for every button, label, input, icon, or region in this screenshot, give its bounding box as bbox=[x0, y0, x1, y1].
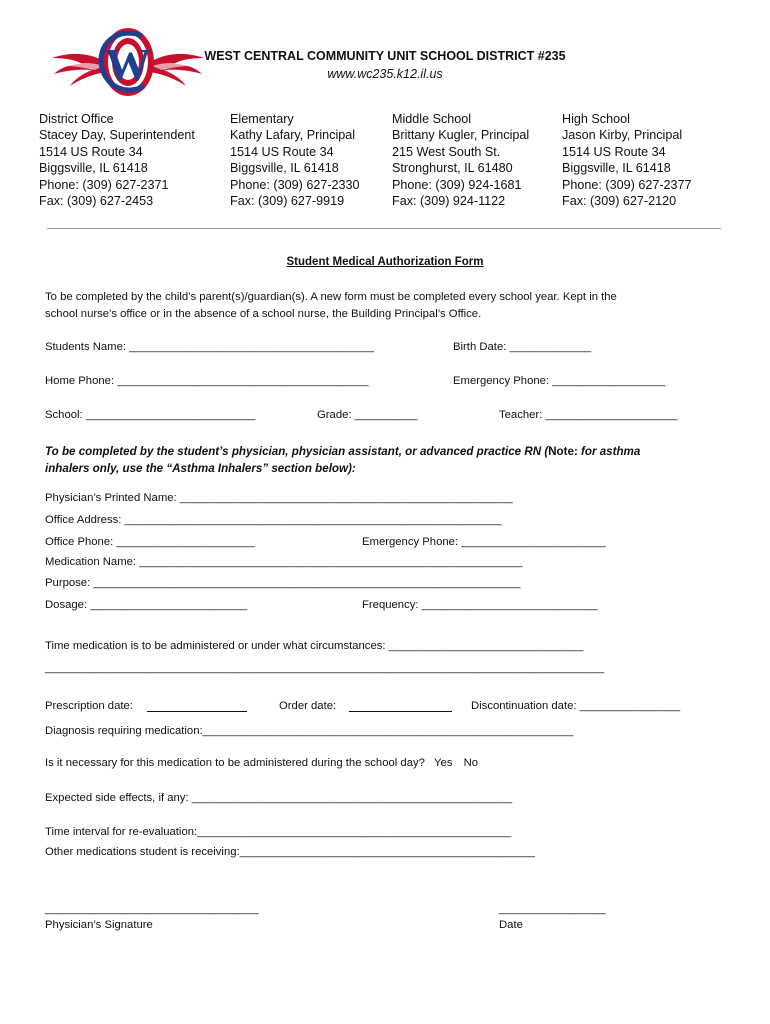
office-phone: Phone: (309) 924-1681 bbox=[392, 177, 522, 192]
diagnosis-field[interactable]: Diagnosis requiring medication:___________________________________________________________ bbox=[45, 725, 574, 737]
medication-name-field[interactable]: Medication Name: _____________________________________________________________ bbox=[45, 556, 523, 568]
office-fax: Fax: (309) 627-2120 bbox=[562, 194, 677, 209]
time-administered-continuation[interactable]: _________________________________________________________________________________________ bbox=[45, 662, 605, 674]
dosage-field[interactable]: Dosage: _________________________ bbox=[45, 599, 248, 611]
office-street: 1514 US Route 34 bbox=[230, 144, 334, 159]
office-column-high-school bbox=[562, 111, 692, 209]
date-line[interactable]: _________________ bbox=[499, 903, 606, 915]
physician-name-field[interactable]: Physician’s Printed Name: _____________________________________________________ bbox=[45, 492, 513, 504]
office-fax: Fax: (309) 627-2453 bbox=[39, 194, 154, 209]
district-title: WEST CENTRAL COMMUNITY UNIT SCHOOL DISTRICT #235 bbox=[204, 49, 566, 63]
office-fax: Fax: (309) 627-9919 bbox=[230, 194, 345, 209]
header-divider bbox=[47, 228, 721, 229]
date-label: Date bbox=[499, 919, 523, 931]
heading-part: for asthma bbox=[577, 445, 641, 458]
emergency-phone-field[interactable]: Emergency Phone: __________________ bbox=[453, 375, 666, 387]
student-name-field[interactable]: Students Name: _______________________________________ bbox=[45, 341, 375, 353]
office-street: 1514 US Route 34 bbox=[562, 144, 666, 159]
time-administered-field[interactable]: Time medication is to be administered or under what circumstances: _______________________________ bbox=[45, 640, 584, 652]
form-intro bbox=[45, 289, 617, 323]
office-street: 215 West South St. bbox=[392, 144, 501, 159]
office-street: 1514 US Route 34 bbox=[39, 144, 143, 159]
yes-option[interactable]: Yes bbox=[434, 757, 453, 769]
order-date-line[interactable] bbox=[349, 711, 452, 712]
school-field[interactable]: School: ___________________________ bbox=[45, 409, 256, 421]
form-title: Student Medical Authorization Form bbox=[286, 256, 484, 268]
intro-line-1: To be completed by the child’s parent(s)/guardian(s). A new form must be completed every school year. Kept in the bbox=[45, 291, 617, 303]
office-phone: Phone: (309) 627-2377 bbox=[562, 177, 692, 192]
office-phone: Phone: (309) 627-2330 bbox=[230, 177, 360, 192]
office-phone: Phone: (309) 627-2371 bbox=[39, 177, 169, 192]
teacher-field[interactable]: Teacher: _____________________ bbox=[499, 409, 678, 421]
no-option[interactable]: No bbox=[463, 757, 479, 769]
office-name: Middle School bbox=[392, 112, 472, 126]
prescription-date-line[interactable] bbox=[147, 711, 247, 712]
logo-letter: W bbox=[105, 39, 151, 90]
prescription-date-label: Prescription date: bbox=[45, 700, 133, 712]
office-phone-field[interactable]: Office Phone: ______________________ bbox=[45, 536, 255, 548]
other-medications-field[interactable]: Other medications student is receiving:_______________________________________________ bbox=[45, 846, 535, 858]
office-person: Stacey Day, Superintendent bbox=[39, 128, 195, 143]
office-name: High School bbox=[562, 112, 630, 126]
heading-note: Note: bbox=[548, 445, 578, 458]
office-person: Brittany Kugler, Principal bbox=[392, 128, 530, 143]
office-name: District Office bbox=[39, 112, 114, 126]
physician-heading-line-2: inhalers only, use the “Asthma Inhalers” section below): bbox=[45, 462, 356, 475]
office-fax: Fax: (309) 924-1122 bbox=[392, 194, 506, 209]
order-date-label: Order date: bbox=[279, 700, 337, 712]
office-city: Stronghurst, IL 61480 bbox=[392, 161, 513, 176]
heading-part: To be completed by the student’s physician, physician assistant, or advanced practice RN ( bbox=[45, 445, 549, 458]
signature-label: Physician’s Signature bbox=[45, 919, 153, 931]
physician-emergency-phone-field[interactable]: Emergency Phone: _______________________ bbox=[362, 536, 606, 548]
office-city: Biggsville, IL 61418 bbox=[230, 161, 339, 176]
discontinuation-date-field[interactable]: Discontinuation date: ________________ bbox=[471, 700, 681, 712]
physician-section-heading bbox=[45, 443, 640, 477]
signature-line[interactable]: __________________________________ bbox=[45, 903, 259, 915]
home-phone-field[interactable]: Home Phone: ________________________________________ bbox=[45, 375, 369, 387]
office-column-district bbox=[39, 111, 195, 209]
office-address-field[interactable]: Office Address: ____________________________________________________________ bbox=[45, 514, 502, 526]
school-day-question bbox=[45, 757, 478, 769]
physician-heading-line-1 bbox=[45, 443, 640, 460]
grade-field[interactable]: Grade: __________ bbox=[317, 409, 418, 421]
purpose-field[interactable]: Purpose: ____________________________________________________________________ bbox=[45, 577, 521, 589]
office-person: Kathy Lafary, Principal bbox=[230, 128, 356, 143]
frequency-field[interactable]: Frequency: ____________________________ bbox=[362, 599, 598, 611]
office-column-middle-school bbox=[392, 111, 529, 209]
office-person: Jason Kirby, Principal bbox=[562, 128, 683, 143]
office-column-elementary bbox=[230, 111, 360, 209]
reevaluation-field[interactable]: Time interval for re-evaluation:__________________________________________________ bbox=[45, 826, 512, 838]
birth-date-field[interactable]: Birth Date: _____________ bbox=[453, 341, 592, 353]
office-city: Biggsville, IL 61418 bbox=[562, 161, 671, 176]
district-url[interactable]: www.wc235.k12.il.us bbox=[327, 67, 443, 81]
side-effects-field[interactable]: Expected side effects, if any: ___________________________________________________ bbox=[45, 792, 513, 804]
office-city: Biggsville, IL 61418 bbox=[39, 161, 148, 176]
intro-line-2: school nurse’s office or in the absence of a school nurse, the Building Principal’s Office. bbox=[45, 308, 482, 320]
school-day-question-text: Is it necessary for this medication to be administered during the school day? bbox=[45, 757, 425, 769]
office-name: Elementary bbox=[230, 112, 294, 126]
